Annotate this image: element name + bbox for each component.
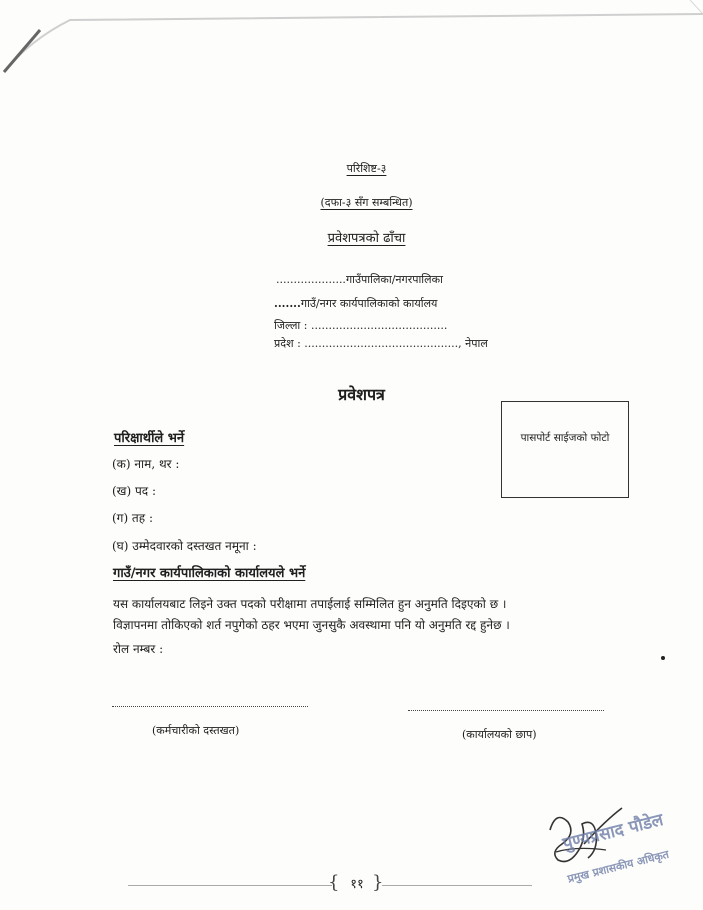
footer-rule-left — [128, 885, 332, 886]
footer-bracket-right: } — [372, 872, 384, 893]
office-line — [274, 296, 437, 311]
permission-text-line2: विज्ञापनमा तोकिएको शर्त नपुगेको ठहर भएमा जुनसुकै अवस्थामा पनि यो अनुमति रद्द हुनेछ । — [113, 618, 510, 632]
photo-box-label: पासपोर्ट साईजको फोटो — [520, 432, 610, 444]
municipality-text: गाउँपालिका/नगरपालिका — [345, 273, 443, 286]
staff-signature-line — [112, 706, 308, 707]
candidate-section-heading: परिक्षार्थीले भर्ने — [114, 431, 185, 446]
admit-card-title: प्रवेशपत्र — [338, 385, 385, 404]
field-post: (ख) पद : — [112, 484, 157, 498]
municipality-line — [276, 272, 443, 287]
footer-rule-right — [382, 885, 532, 886]
office-stamp-label: (कार्यालयको छाप) — [462, 728, 537, 741]
stamp-name: पुण्यप्रसाद पौडेल — [560, 810, 666, 855]
staff-signature-label: (कर्मचारीको दस्तखत) — [152, 724, 240, 737]
country-text: , नेपाल — [458, 337, 488, 350]
district-line — [274, 318, 447, 333]
permission-text-line1: यस कार्यालयबाट लिइने उक्त पदको परीक्षामा तपाईलाई सम्मिलित हुन अनुमति दिइएको छ । — [113, 597, 507, 611]
office-dots: ....... — [274, 297, 301, 310]
form-title: प्रवेशपत्रको ढाँचा — [327, 231, 406, 246]
province-dots: ............................................ — [304, 337, 459, 350]
field-signature-sample: (घ) उम्मेदवारको दस्तखत नमूना : — [112, 539, 257, 553]
related-section-note: (दफा-३ सँग सम्बन्धित) — [320, 196, 413, 209]
province-label: प्रदेश : — [274, 337, 301, 350]
margin-dot — [661, 656, 665, 660]
municipality-dots: .................... — [276, 273, 346, 286]
province-line — [274, 336, 488, 351]
office-stamp-line — [408, 710, 604, 711]
office-text: गाउँ/नगर कार्यपालिकाको कार्यालय — [300, 297, 438, 310]
annex-heading: परिशिष्ट-३ — [346, 162, 387, 175]
district-dots: ....................................... — [310, 319, 448, 332]
field-name: (क) नाम, थर : — [112, 457, 180, 471]
footer-bracket-left: { — [328, 872, 340, 893]
office-section-heading: गाउँ/नगर कार्यपालिकाको कार्यालयले भर्ने — [113, 566, 306, 581]
field-level: (ग) तह : — [112, 511, 154, 525]
stamp-designation: प्रमुख प्रशासकीय अधिकृत — [566, 847, 671, 886]
roll-number-label: रोल नम्बर : — [113, 642, 164, 656]
district-label: जिल्ला : — [274, 319, 308, 332]
passport-photo-box — [501, 401, 629, 498]
page-number: ११ — [350, 877, 364, 892]
